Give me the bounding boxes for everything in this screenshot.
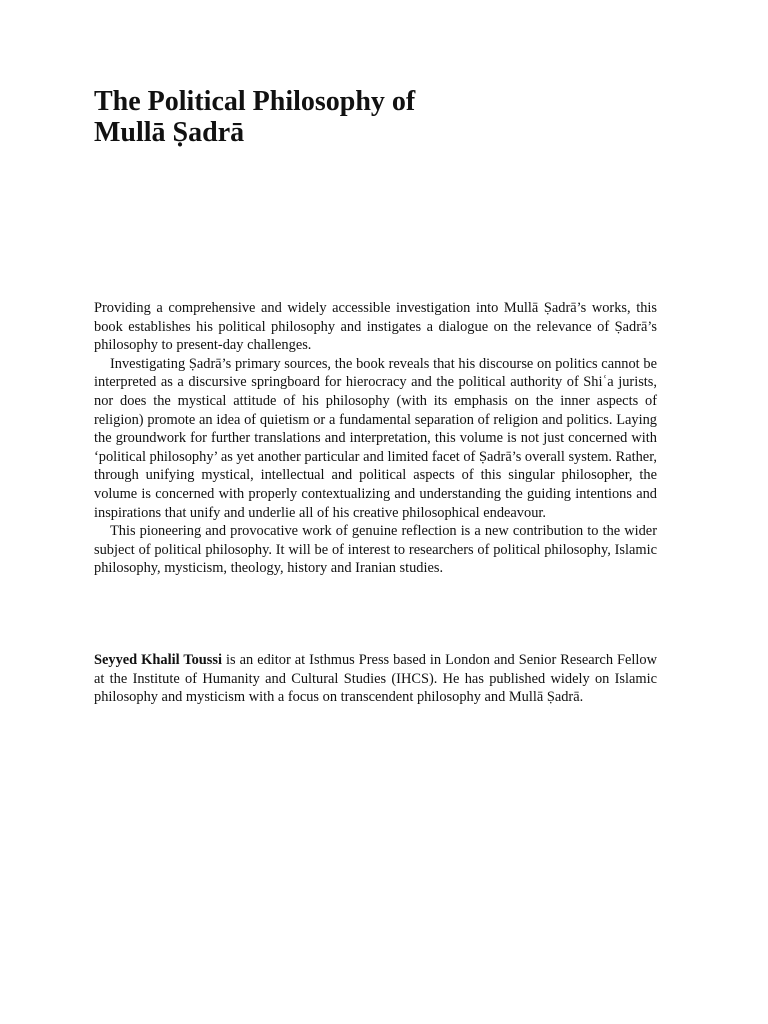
author-bio: [94, 651, 657, 707]
description-paragraph-3: This pioneering and provocative work of genuine reflection is a new contribution to the wider subject of political philosophy. It will be of interest to researchers of political philosophy, Islamic philosophy, mysticism, theology, history and Iranian studies.: [94, 523, 657, 577]
author-name: Seyyed Khalil Toussi: [94, 652, 222, 668]
description-paragraph-1: Providing a comprehensive and widely accessible investigation into Mullā Ṣadrā’s works, this book establishes his political philosophy and instigates a dialogue on the relevance of Ṣadrā’s philosophy to present-day challenges.: [94, 300, 657, 354]
author-bio-text: is an editor at Isthmus Press based in London and Senior Research Fellow at the Institute of Humanity and Cultural Studies (IHCS). He has published widely on Islamic philosophy and mysticism with a focus on transcendent philosophy and Mullā Ṣadrā.: [94, 652, 657, 706]
book-description: [94, 299, 657, 578]
book-title: [94, 86, 654, 148]
book-title-line-1: The Political Philosophy of: [94, 86, 416, 117]
description-paragraph-2: Investigating Ṣadrā’s primary sources, the book reveals that his discourse on politics cannot be interpreted as a discursive springboard for hierocracy and the political authority of Shiʿa jurists, nor does the mystical attitude of his philosophy (with its emphasis on the inner aspects of religion) promote an idea of quietism or a fundamental separation of religion and politics. Laying the groundwork for further translations and interpretation, this volume is not just concerned with ‘political philosophy’ as yet another particular and limited facet of Ṣadrā’s overall system. Rather, through unifying mystical, intellectual and political aspects of this singular philosopher, the volume is concerned with properly contextualizing and understanding the guiding intentions and inspirations that unify and underlie all of his creative philosophical endeavour.: [94, 355, 658, 521]
book-title-line-2: Mullā Ṣadrā: [94, 117, 245, 148]
